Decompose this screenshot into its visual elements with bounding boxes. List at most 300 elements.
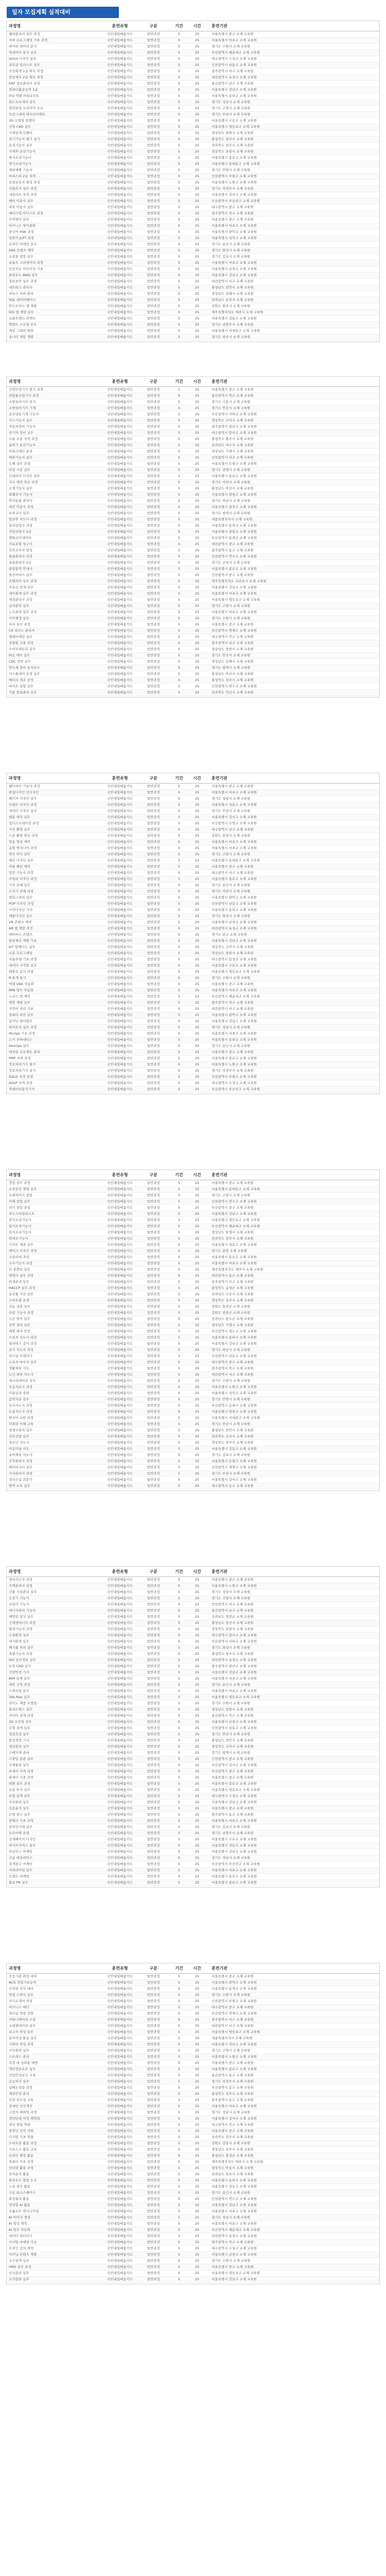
table-row[interactable]: [7, 845, 379, 852]
table-row[interactable]: [7, 316, 379, 322]
table-row[interactable]: [7, 2066, 379, 2073]
table-row[interactable]: [7, 1446, 379, 1452]
table-row[interactable]: [7, 523, 379, 529]
table-row[interactable]: [7, 2147, 379, 2153]
table-row[interactable]: [7, 405, 379, 412]
table-row[interactable]: [7, 2023, 379, 2029]
table-row[interactable]: [7, 328, 379, 334]
table-row[interactable]: [7, 1372, 379, 1378]
table-row[interactable]: [7, 2110, 379, 2116]
table-row[interactable]: [7, 2097, 379, 2104]
table-row[interactable]: [7, 2215, 379, 2221]
table-row[interactable]: [7, 1855, 379, 1861]
table-row[interactable]: [7, 957, 379, 963]
table-row[interactable]: [7, 2017, 379, 2023]
table-row[interactable]: [7, 1701, 379, 1707]
table-row[interactable]: [7, 566, 379, 572]
table-row[interactable]: [7, 1818, 379, 1824]
table-row[interactable]: [7, 1304, 379, 1310]
table-row[interactable]: [7, 2258, 379, 2264]
table-row[interactable]: [7, 2277, 379, 2283]
table-row[interactable]: [7, 1793, 379, 1800]
table-row[interactable]: [7, 498, 379, 504]
table-row[interactable]: [7, 1310, 379, 1316]
table-row[interactable]: [7, 1459, 379, 1465]
table-row[interactable]: [7, 647, 379, 653]
table-row[interactable]: [7, 2153, 379, 2159]
table-row[interactable]: [7, 511, 379, 517]
table-row[interactable]: [7, 597, 379, 603]
table-row[interactable]: [7, 2159, 379, 2165]
table-row[interactable]: [7, 988, 379, 994]
table-row[interactable]: [7, 1583, 379, 1589]
table-row[interactable]: [7, 235, 379, 242]
table-row[interactable]: [7, 1626, 379, 1633]
table-row[interactable]: [7, 62, 379, 69]
table-row[interactable]: [7, 1440, 379, 1446]
table-row[interactable]: [7, 118, 379, 124]
table-row[interactable]: [7, 1329, 379, 1335]
table-row[interactable]: [7, 87, 379, 93]
table-row[interactable]: [7, 2240, 379, 2246]
table-row[interactable]: [7, 2178, 379, 2184]
table-row[interactable]: [7, 628, 379, 634]
table-row[interactable]: [7, 1657, 379, 1664]
table-row[interactable]: [7, 2048, 379, 2054]
table-row[interactable]: [7, 504, 379, 511]
table-row[interactable]: [7, 1421, 379, 1428]
table-row[interactable]: [7, 211, 379, 217]
table-row[interactable]: [7, 1378, 379, 1384]
table-row[interactable]: [7, 1205, 379, 1211]
table-row[interactable]: [7, 876, 379, 883]
table-row[interactable]: [7, 1756, 379, 1762]
table-row[interactable]: [7, 653, 379, 659]
table-row[interactable]: [7, 913, 379, 920]
table-row[interactable]: [7, 430, 379, 436]
table-row[interactable]: [7, 790, 379, 796]
table-row[interactable]: [7, 69, 379, 75]
table-row[interactable]: [7, 634, 379, 640]
table-row[interactable]: [7, 1831, 379, 1837]
table-row[interactable]: [7, 412, 379, 418]
table-row[interactable]: [7, 907, 379, 913]
table-row[interactable]: [7, 1787, 379, 1793]
table-row[interactable]: [7, 821, 379, 827]
table-row[interactable]: [7, 461, 379, 467]
table-row[interactable]: [7, 2128, 379, 2134]
table-row[interactable]: [7, 2227, 379, 2233]
table-row[interactable]: [7, 796, 379, 802]
table-row[interactable]: [7, 1298, 379, 1304]
table-row[interactable]: [7, 260, 379, 266]
table-row[interactable]: [7, 266, 379, 273]
table-row[interactable]: [7, 310, 379, 316]
table-row[interactable]: [7, 492, 379, 498]
table-row[interactable]: [7, 1285, 379, 1292]
table-row[interactable]: [7, 920, 379, 926]
table-row[interactable]: [7, 1781, 379, 1787]
table-row[interactable]: [7, 1391, 379, 1397]
table-row[interactable]: [7, 2091, 379, 2097]
table-row[interactable]: [7, 1211, 379, 1217]
table-row[interactable]: [7, 2079, 379, 2085]
table-row[interactable]: [7, 143, 379, 149]
table-row[interactable]: [7, 1012, 379, 1019]
table-row[interactable]: [7, 2116, 379, 2122]
table-row[interactable]: [7, 1428, 379, 1434]
table-row[interactable]: [7, 1273, 379, 1279]
table-row[interactable]: [7, 969, 379, 975]
table-row[interactable]: [7, 424, 379, 430]
table-row[interactable]: [7, 2233, 379, 2240]
table-row[interactable]: [7, 2184, 379, 2190]
table-row[interactable]: [7, 517, 379, 523]
table-row[interactable]: [7, 130, 379, 137]
table-row[interactable]: [7, 1633, 379, 1639]
table-row[interactable]: [7, 975, 379, 981]
table-row[interactable]: [7, 938, 379, 944]
table-row[interactable]: [7, 2104, 379, 2110]
table-row[interactable]: [7, 279, 379, 285]
table-row[interactable]: [7, 2202, 379, 2209]
table-row[interactable]: [7, 1806, 379, 1812]
table-row[interactable]: [7, 2270, 379, 2277]
table-row[interactable]: [7, 1992, 379, 1998]
table-row[interactable]: [7, 1397, 379, 1403]
table-row[interactable]: [7, 883, 379, 889]
table-row[interactable]: [7, 548, 379, 554]
table-row[interactable]: [7, 1062, 379, 1068]
table-row[interactable]: [7, 1452, 379, 1459]
table-row[interactable]: [7, 1000, 379, 1006]
table-row[interactable]: [7, 541, 379, 548]
table-row[interactable]: [7, 2190, 379, 2196]
table-row[interactable]: [7, 1824, 379, 1831]
table-row[interactable]: [7, 2172, 379, 2178]
table-row[interactable]: [7, 2036, 379, 2042]
table-row[interactable]: [7, 2060, 379, 2066]
table-row[interactable]: [7, 393, 379, 399]
table-row[interactable]: [7, 2029, 379, 2036]
table-row[interactable]: [7, 161, 379, 167]
table-row[interactable]: [7, 1031, 379, 1037]
table-row[interactable]: [7, 2196, 379, 2202]
table-row[interactable]: [7, 665, 379, 671]
table-row[interactable]: [7, 1861, 379, 1868]
table-row[interactable]: [7, 609, 379, 616]
table-row[interactable]: [7, 554, 379, 560]
table-row[interactable]: [7, 56, 379, 62]
table-row[interactable]: [7, 2073, 379, 2079]
table-row[interactable]: [7, 180, 379, 186]
table-row[interactable]: [7, 1043, 379, 1049]
table-row[interactable]: [7, 248, 379, 254]
table-row[interactable]: [7, 124, 379, 130]
table-row[interactable]: [7, 659, 379, 665]
table-row[interactable]: [7, 1762, 379, 1769]
table-row[interactable]: [7, 93, 379, 99]
table-row[interactable]: [7, 1353, 379, 1360]
table-row[interactable]: [7, 1713, 379, 1719]
table-row[interactable]: [7, 603, 379, 609]
table-row[interactable]: [7, 291, 379, 297]
table-row[interactable]: [7, 31, 379, 38]
table-row[interactable]: [7, 1248, 379, 1255]
table-row[interactable]: [7, 808, 379, 815]
table-row[interactable]: [7, 1019, 379, 1025]
table-row[interactable]: [7, 303, 379, 310]
table-row[interactable]: [7, 2011, 379, 2017]
table-row[interactable]: [7, 901, 379, 907]
table-row[interactable]: [7, 1242, 379, 1248]
table-row[interactable]: [7, 1236, 379, 1242]
table-row[interactable]: [7, 2054, 379, 2060]
table-row[interactable]: [7, 827, 379, 833]
table-row[interactable]: [7, 106, 379, 112]
table-row[interactable]: [7, 994, 379, 1000]
table-row[interactable]: [7, 1868, 379, 1874]
table-row[interactable]: [7, 1316, 379, 1323]
table-row[interactable]: [7, 684, 379, 690]
table-row[interactable]: [7, 981, 379, 988]
table-row[interactable]: [7, 2252, 379, 2258]
table-row[interactable]: [7, 529, 379, 535]
table-row[interactable]: [7, 1682, 379, 1688]
table-row[interactable]: [7, 44, 379, 50]
table-row[interactable]: [7, 579, 379, 585]
table-row[interactable]: [7, 895, 379, 901]
table-row[interactable]: [7, 1651, 379, 1657]
table-row[interactable]: [7, 449, 379, 455]
table-row[interactable]: [7, 1025, 379, 1031]
table-row[interactable]: [7, 1199, 379, 1205]
table-row[interactable]: [7, 1224, 379, 1230]
table-row[interactable]: [7, 473, 379, 480]
table-row[interactable]: [7, 1874, 379, 1880]
table-row[interactable]: [7, 2042, 379, 2048]
table-row[interactable]: [7, 1639, 379, 1645]
table-row[interactable]: [7, 1292, 379, 1298]
table-row[interactable]: [7, 1080, 379, 1087]
table-row[interactable]: [7, 2005, 379, 2011]
table-row[interactable]: [7, 1849, 379, 1855]
table-row[interactable]: [7, 254, 379, 260]
table-row[interactable]: [7, 273, 379, 279]
table-row[interactable]: [7, 560, 379, 566]
table-row[interactable]: [7, 1074, 379, 1080]
table-row[interactable]: [7, 815, 379, 821]
table-row[interactable]: [7, 1434, 379, 1440]
table-row[interactable]: [7, 99, 379, 106]
table-row[interactable]: [7, 38, 379, 44]
table-row[interactable]: [7, 1670, 379, 1676]
table-row[interactable]: [7, 622, 379, 628]
table-row[interactable]: [7, 1744, 379, 1750]
table-row[interactable]: [7, 1049, 379, 1056]
table-row[interactable]: [7, 149, 379, 155]
table-row[interactable]: [7, 889, 379, 895]
table-row[interactable]: [7, 2221, 379, 2227]
table-row[interactable]: [7, 1589, 379, 1596]
table-row[interactable]: [7, 1180, 379, 1187]
table-row[interactable]: [7, 1483, 379, 1489]
table-row[interactable]: [7, 1056, 379, 1062]
table-row[interactable]: [7, 1843, 379, 1849]
table-row[interactable]: [7, 864, 379, 870]
table-row[interactable]: [7, 671, 379, 677]
table-row[interactable]: [7, 443, 379, 449]
table-row[interactable]: [7, 198, 379, 205]
table-row[interactable]: [7, 486, 379, 492]
table-row[interactable]: [7, 50, 379, 56]
table-row[interactable]: [7, 2264, 379, 2270]
table-row[interactable]: [7, 1384, 379, 1391]
table-row[interactable]: [7, 1725, 379, 1732]
table-row[interactable]: [7, 1403, 379, 1409]
table-row[interactable]: [7, 455, 379, 461]
table-row[interactable]: [7, 585, 379, 591]
table-row[interactable]: [7, 1068, 379, 1074]
table-row[interactable]: [7, 1596, 379, 1602]
table-row[interactable]: [7, 217, 379, 223]
table-row[interactable]: [7, 467, 379, 473]
table-row[interactable]: [7, 1800, 379, 1806]
table-row[interactable]: [7, 223, 379, 229]
table-row[interactable]: [7, 1471, 379, 1477]
table-row[interactable]: [7, 1719, 379, 1725]
table-row[interactable]: [7, 535, 379, 541]
table-row[interactable]: [7, 2122, 379, 2128]
table-row[interactable]: [7, 1255, 379, 1261]
table-row[interactable]: [7, 1812, 379, 1818]
table-row[interactable]: [7, 1602, 379, 1608]
table-row[interactable]: [7, 1465, 379, 1471]
table-row[interactable]: [7, 2209, 379, 2215]
table-row[interactable]: [7, 2085, 379, 2091]
table-row[interactable]: [7, 75, 379, 81]
table-row[interactable]: [7, 690, 379, 696]
table-row[interactable]: [7, 640, 379, 647]
table-row[interactable]: [7, 852, 379, 858]
table-row[interactable]: [7, 1409, 379, 1415]
table-row[interactable]: [7, 1187, 379, 1193]
table-row[interactable]: [7, 1676, 379, 1682]
table-row[interactable]: [7, 963, 379, 969]
table-row[interactable]: [7, 616, 379, 622]
table-row[interactable]: [7, 1980, 379, 1986]
table-row[interactable]: [7, 1347, 379, 1353]
table-row[interactable]: [7, 1335, 379, 1341]
table-row[interactable]: [7, 285, 379, 291]
table-row[interactable]: [7, 1193, 379, 1199]
table-row[interactable]: [7, 1323, 379, 1329]
table-row[interactable]: [7, 2134, 379, 2141]
table-row[interactable]: [7, 174, 379, 180]
table-row[interactable]: [7, 833, 379, 839]
table-row[interactable]: [7, 1217, 379, 1224]
table-row[interactable]: [7, 1360, 379, 1366]
table-row[interactable]: [7, 334, 379, 341]
table-row[interactable]: [7, 1267, 379, 1273]
table-row[interactable]: [7, 802, 379, 808]
table-row[interactable]: [7, 1688, 379, 1694]
table-row[interactable]: [7, 1837, 379, 1843]
table-row[interactable]: [7, 944, 379, 951]
table-row[interactable]: [7, 1087, 379, 1093]
table-row[interactable]: [7, 1986, 379, 1992]
table-row[interactable]: [7, 192, 379, 198]
table-row[interactable]: [7, 322, 379, 328]
table-row[interactable]: [7, 1707, 379, 1713]
table-row[interactable]: [7, 155, 379, 161]
table-row[interactable]: [7, 1261, 379, 1267]
table-row[interactable]: [7, 784, 379, 790]
table-row[interactable]: [7, 932, 379, 938]
table-row[interactable]: [7, 839, 379, 845]
table-row[interactable]: [7, 1732, 379, 1738]
table-row[interactable]: [7, 1577, 379, 1583]
table-row[interactable]: [7, 2246, 379, 2252]
table-row[interactable]: [7, 112, 379, 118]
table-row[interactable]: [7, 1037, 379, 1043]
table-row[interactable]: [7, 858, 379, 864]
table-row[interactable]: [7, 242, 379, 248]
table-row[interactable]: [7, 1614, 379, 1620]
table-row[interactable]: [7, 418, 379, 424]
table-row[interactable]: [7, 1750, 379, 1756]
table-row[interactable]: [7, 205, 379, 211]
table-row[interactable]: [7, 480, 379, 486]
table-row[interactable]: [7, 297, 379, 303]
table-row[interactable]: [7, 1974, 379, 1980]
table-row[interactable]: [7, 1608, 379, 1614]
table-row[interactable]: [7, 399, 379, 405]
table-row[interactable]: [7, 870, 379, 876]
table-row[interactable]: [7, 1230, 379, 1236]
table-row[interactable]: [7, 1279, 379, 1285]
table-row[interactable]: [7, 1880, 379, 1886]
table-row[interactable]: [7, 1664, 379, 1670]
table-row[interactable]: [7, 1477, 379, 1483]
table-row[interactable]: [7, 1775, 379, 1781]
table-row[interactable]: [7, 591, 379, 597]
table-row[interactable]: [7, 186, 379, 192]
table-row[interactable]: [7, 1006, 379, 1012]
table-row[interactable]: [7, 436, 379, 443]
table-row[interactable]: [7, 137, 379, 143]
table-row[interactable]: [7, 677, 379, 684]
table-row[interactable]: [7, 387, 379, 393]
table-row[interactable]: [7, 1694, 379, 1701]
table-row[interactable]: [7, 167, 379, 174]
table-row[interactable]: [7, 229, 379, 235]
table-row[interactable]: [7, 1341, 379, 1347]
table-row[interactable]: [7, 1769, 379, 1775]
table-row[interactable]: [7, 951, 379, 957]
table-row[interactable]: [7, 1645, 379, 1651]
table-row[interactable]: [7, 1738, 379, 1744]
table-row[interactable]: [7, 81, 379, 87]
table-row[interactable]: [7, 2141, 379, 2147]
table-row[interactable]: [7, 1366, 379, 1372]
table-row[interactable]: [7, 1415, 379, 1421]
table-row[interactable]: [7, 572, 379, 579]
table-row[interactable]: [7, 1620, 379, 1626]
table-row[interactable]: [7, 2165, 379, 2172]
table-row[interactable]: [7, 1998, 379, 2005]
table-row[interactable]: [7, 926, 379, 932]
